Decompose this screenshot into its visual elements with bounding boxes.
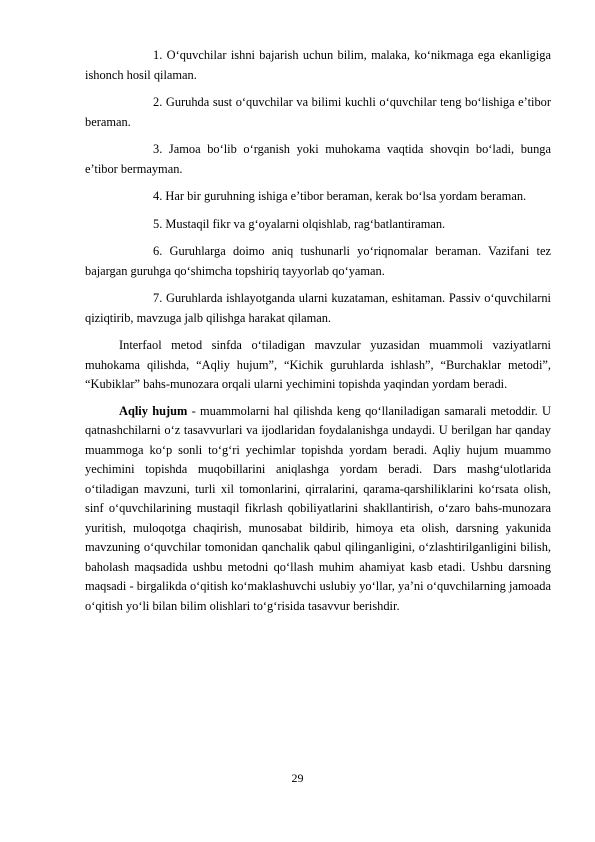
page-body: [85, 46, 551, 623]
list-number: 2.: [153, 95, 163, 109]
paragraph-lead-term: Aqliy hujum: [119, 403, 188, 418]
list-number: 7.: [153, 291, 163, 305]
list-item-text: Mustaqil fikr va g‘oyalarni olqishlab, rag‘batlantiraman.: [165, 216, 446, 231]
list-item-3: [85, 140, 551, 179]
list-item-text: Guruhlarga doimo aniq tushunarli yo‘riqnomalar beraman. Vazifani tez bajargan guruhga qo‘shimcha topshiriq tayyorlab qo‘yaman.: [85, 244, 551, 278]
list-number: 3.: [153, 142, 163, 156]
list-item-2: [85, 93, 551, 132]
list-item-4: [85, 187, 551, 207]
list-item-text: Guruhlarda ishlayotganda ularni kuzataman, eshitaman. Passiv o‘quvchilarni qiziqtirib, mavzuga jalb qilishga harakat qilaman.: [85, 291, 551, 325]
list-item-text: Jamoa bo‘lib o‘rganish yoki muhokama vaqtida shovqin bo‘ladi, bunga e’tibor bermayman.: [85, 142, 551, 176]
list-item-text: O‘quvchilar ishni bajarish uchun bilim, malaka, ko‘nikmaga ega ekanligiga ishonch hosil qilaman.: [85, 48, 551, 82]
list-item-1: [85, 46, 551, 85]
list-number: 5.: [153, 216, 163, 231]
interfaol-paragraph: Interfaol metod sinfda o‘tiladigan mavzular yuzasidan muammoli vaziyatlarni muhokama qilishda, “Aqliy hujum”, “Kichik guruhlarda ishlash”, “Burchaklar metodi”, “Kubiklar” bahs-munozara orqali ularni yechimini topishda yaqindan yordam beradi.: [85, 338, 551, 391]
aqliy-hujum-paragraph: [85, 402, 551, 617]
list-number: 6.: [153, 244, 163, 258]
list-item-5: [85, 215, 551, 235]
list-item-text: Har bir guruhning ishiga e’tibor beraman, kerak bo‘lsa yordam beraman.: [165, 189, 527, 203]
page-number: 29: [291, 771, 304, 785]
paragraph-text: - muammolarni hal qilishda keng qo‘llaniladigan samarali metoddir. U qatnashchilarni o‘z tasavvurlari va ijodlaridan foydalanishga undaydi. U berilgan har qanday muammoga ko‘p sonli to‘g‘ri yechimlar topishda yordam beradi. Aqliy hujum muammo yechimini topishda muqobillarini aniqlashga yordam beradi. Dars mashg‘ulotlarida o‘tiladigan mavzuni, turli xil tomonlarini, qirralarini, qarama-qarshiliklarini ko‘rsata olish, sinf o‘quvchilarining mustaqil fikrlash qobiliyatlarini shakllantirish, o‘zaro bahs-munozara yuritish, muloqotga chaqirish, munosabat bildirib, himoya eta olish, darsning yakunida mavzuning o‘quvchilar tomonidan qanchalik qabul qilinganligini, o‘zlashtirilganligini bilish, baholash maqsadida ushbu metodni qo‘llash muhim ahamiyat kasb etadi. Ushbu darsning maqsadi - birgalikda o‘qitish ko‘maklashuvchi uslubiy yo‘llar, ya’ni o‘quvchilarning jamoada o‘qitish yo‘li bilan bilim olishlari to‘g‘risida tasavvur berishdir.: [85, 403, 551, 613]
list-number: 1.: [153, 48, 163, 62]
list-item-text: Guruhda sust o‘quvchilar va bilimi kuchli o‘quvchilar teng bo‘lishiga e’tibor beraman.: [85, 95, 551, 129]
list-item-7: [85, 289, 551, 328]
list-item-6: [85, 242, 551, 281]
list-number: 4.: [153, 189, 163, 203]
